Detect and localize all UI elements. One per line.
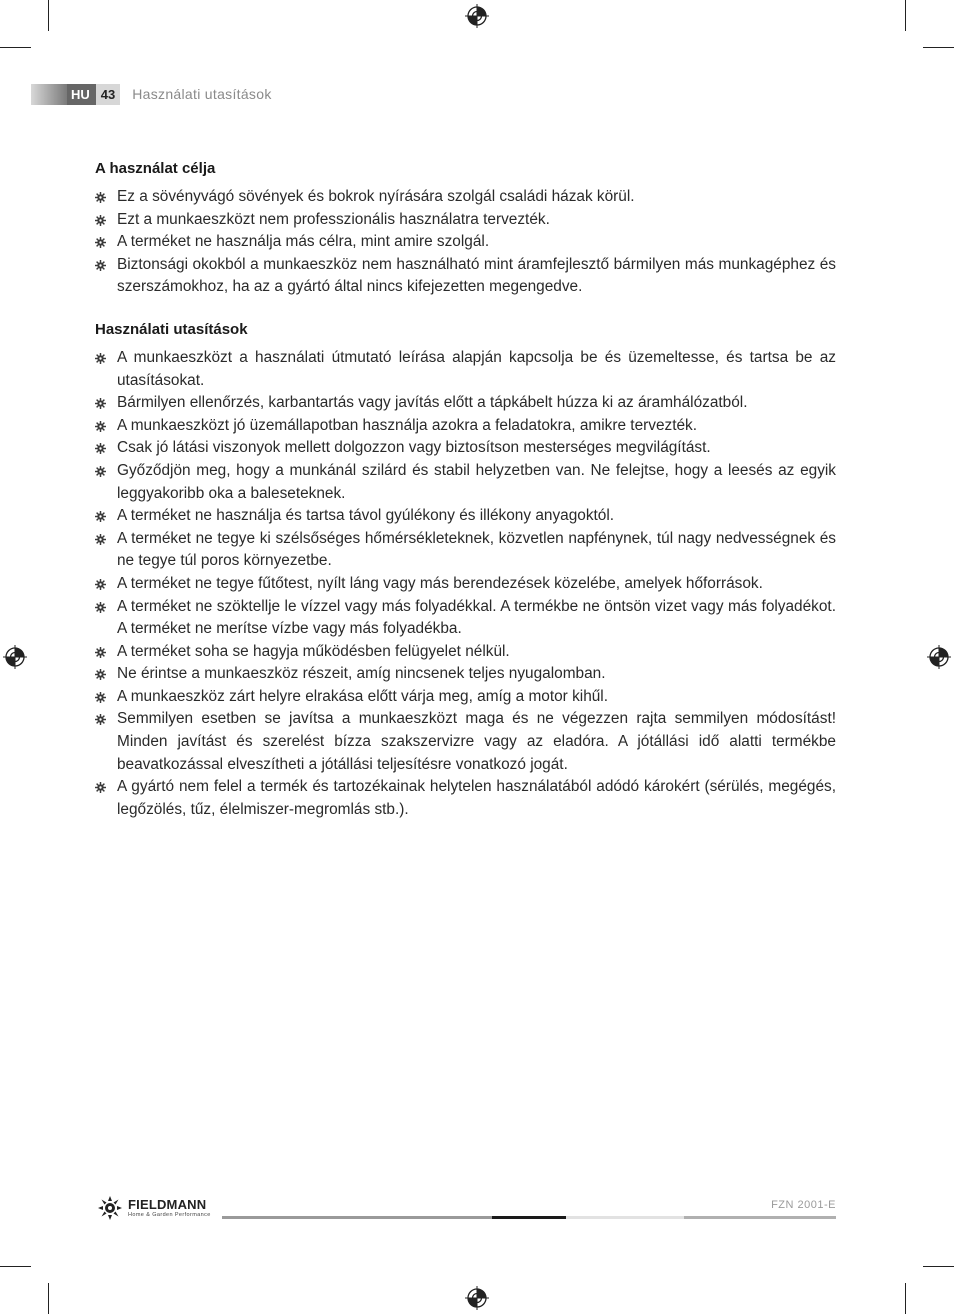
- gear-bullet-icon: [95, 669, 106, 680]
- list-item: [95, 231, 836, 254]
- gear-bullet-icon: [95, 443, 106, 454]
- footer-rule: [684, 1216, 836, 1219]
- gear-bullet-icon: [95, 353, 106, 364]
- section-heading: A használat célja: [95, 160, 216, 177]
- brand-logo: [95, 1194, 211, 1222]
- bullet-list: [95, 347, 836, 821]
- gear-bullet-icon: [95, 398, 106, 409]
- crop-mark: [923, 47, 954, 48]
- list-item: [95, 528, 836, 573]
- crop-mark: [905, 1283, 906, 1314]
- gear-bullet-icon: [95, 714, 106, 725]
- gear-bullet-icon: [95, 647, 106, 658]
- list-item-text: A terméket ne használja és tartsa távol gyúlékony és illékony anyagoktól.: [117, 507, 615, 525]
- language-code: HU: [67, 84, 96, 105]
- list-item-text: A terméket ne szöktellje le vízzel vagy más folyadékkal. A termékbe ne öntsön vizet vagy más folyadékot. A terméket ne merítse vízbe vagy más folyadékba.: [117, 597, 836, 638]
- bullet-list: [95, 186, 836, 299]
- list-item-text: A munkaeszköz zárt helyre elrakása előtt várja meg, amíg a motor kihűl.: [117, 687, 609, 705]
- crop-mark: [48, 0, 49, 31]
- list-item-text: A munkaeszközt a használati útmutató leírása alapján kapcsolja be és üzemeltesse, és tartsa be az utasításokat.: [117, 348, 836, 389]
- gear-bullet-icon: [95, 192, 106, 203]
- list-item: [95, 392, 836, 415]
- list-item: [95, 663, 836, 686]
- footer-rule: [566, 1216, 684, 1219]
- list-item: [95, 415, 836, 438]
- footer-rule: [492, 1216, 566, 1219]
- crop-mark: [0, 47, 31, 48]
- content-section: [95, 321, 836, 821]
- registration-mark-icon: [927, 645, 951, 669]
- crop-mark: [923, 1266, 954, 1267]
- list-item: [95, 505, 836, 528]
- list-item: [95, 641, 836, 664]
- brand-name: FIELDMANN: [128, 1196, 207, 1212]
- list-item: [95, 254, 836, 299]
- list-item: [95, 186, 836, 209]
- list-item-text: Semmilyen esetben se javítsa a munkaeszközt maga és ne végezzen rajta semmilyen módosítást! Minden javítást és szerelést bízza szakszervizre vagy az eladóra. A jótállási idő alatti termékbe beavatkozással elveszítheti a jótállási teljesítésre vonatkozó jogát.: [117, 710, 836, 773]
- list-item-text: A terméket ne tegye ki szélsőséges hőmérsékleteknek, közvetlen napfénynek, túl nagy nedvességnek és ne tegye túl poros környezetbe.: [117, 529, 836, 570]
- list-item: [95, 437, 836, 460]
- content-section: [95, 160, 836, 299]
- list-item-text: Biztonsági okokból a munkaeszköz nem használható mint áramfejlesztő bármilyen más munkagéphez és szerszámokhoz, ha az a gyártó által nincs kifejezetten megengedve.: [117, 255, 836, 296]
- list-item: [95, 347, 836, 392]
- gear-bullet-icon: [95, 421, 106, 432]
- gear-bullet-icon: [95, 579, 106, 590]
- section-heading: Használati utasítások: [95, 320, 248, 338]
- list-item-text: Csak jó látási viszonyok mellett dolgozzon vagy biztosítson mesterséges megvilágítást.: [117, 439, 711, 457]
- list-item-text: A munkaeszközt jó üzemállapotban használja azokra a feladatokra, amikre tervezték.: [117, 416, 698, 434]
- gear-bullet-icon: [95, 534, 106, 545]
- list-item-text: Ezt a munkaeszközt nem professzionális használatra tervezték.: [117, 210, 550, 228]
- page-footer: [95, 1194, 836, 1224]
- list-item-text: Győződjön meg, hogy a munkánál szilárd és stabil helyzetben van. Ne felejtse, hogy a leesés az egyik leggyakoribb oka a baleseteknek.: [117, 461, 836, 502]
- footer-rule: [222, 1216, 492, 1219]
- brand-tagline: Home & Garden Performance: [128, 1211, 211, 1218]
- fieldmann-logo-icon: [95, 1194, 125, 1222]
- gear-bullet-icon: [95, 602, 106, 613]
- list-item: [95, 209, 836, 232]
- gear-bullet-icon: [95, 782, 106, 793]
- list-item: [95, 596, 836, 641]
- registration-mark-icon: [3, 645, 27, 669]
- registration-mark-icon: [465, 1286, 489, 1310]
- list-item: [95, 776, 836, 821]
- list-item: [95, 686, 836, 709]
- header-gradient: [31, 84, 67, 105]
- gear-bullet-icon: [95, 237, 106, 248]
- document-body: [95, 160, 836, 821]
- list-item-text: Ez a sövényvágó sövények és bokrok nyírására szolgál családi házak körül.: [117, 188, 635, 205]
- model-number: FZN 2001-E: [771, 1199, 836, 1211]
- crop-mark: [48, 1283, 49, 1314]
- list-item: [95, 573, 836, 596]
- crop-mark: [0, 1266, 31, 1267]
- list-item-text: Ne érintse a munkaeszköz részeit, amíg nincsenek teljes nyugalomban.: [117, 665, 606, 683]
- list-item-text: A terméket ne tegye fűtőtest, nyílt láng vagy más berendezések közelébe, amelyek hőforrások.: [117, 574, 763, 592]
- list-item-text: A terméket ne használja más célra, mint amire szolgál.: [117, 233, 490, 251]
- list-item: [95, 708, 836, 776]
- gear-bullet-icon: [95, 511, 106, 522]
- registration-mark-icon: [465, 4, 489, 28]
- crop-mark: [905, 0, 906, 31]
- gear-bullet-icon: [95, 692, 106, 703]
- gear-bullet-icon: [95, 215, 106, 226]
- page-number: 43: [96, 84, 120, 105]
- gear-bullet-icon: [95, 260, 106, 271]
- list-item: [95, 460, 836, 505]
- list-item-text: A terméket soha se hagyja működésben felügyelet nélkül.: [117, 642, 510, 660]
- gear-bullet-icon: [95, 466, 106, 477]
- list-item-text: A gyártó nem felel a termék és tartozékainak helytelen használatából adódó károkért (sérülés, megégés, legőzölés, tűz, élelmiszer-megromlás stb.).: [117, 778, 836, 818]
- list-item-text: Bármilyen ellenőrzés, karbantartás vagy javítás előtt a tápkábelt húzza ki az áramhálózatból.: [117, 394, 748, 412]
- header-title: Használati utasítások: [132, 86, 272, 102]
- page-header: [31, 84, 272, 105]
